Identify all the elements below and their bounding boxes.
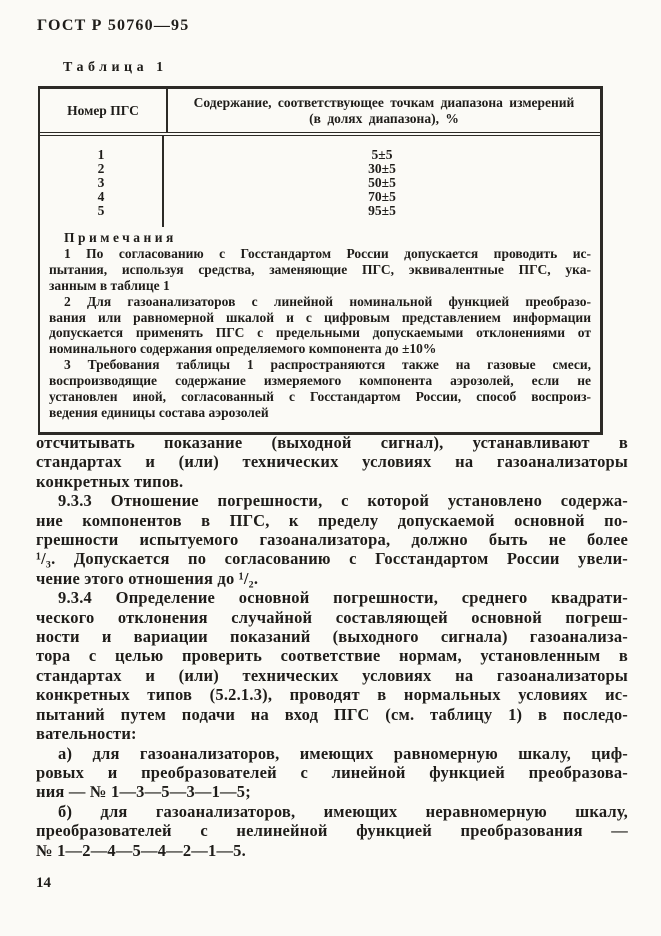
note-line: установлен иной, согласованный с Госстандартом России, способ воспроиз- xyxy=(49,389,591,405)
body-line: грешности испытуемого газоанализатора, должно быть не более xyxy=(36,530,628,550)
body-line: стандартах и (или) технических условиях на газоанализаторы xyxy=(36,665,628,685)
standard-number-header: ГОСТ Р 50760—95 xyxy=(37,17,190,34)
page-number: 14 xyxy=(36,875,51,891)
body-line: преобразователей с нелинейной функцией преобразования — xyxy=(36,821,628,841)
body-line: 9.3.4 Определение основной погрешности, среднего квадрати- xyxy=(58,588,628,608)
table-header-col2-line1: Содержание, соответствующее точкам диапазона измерений xyxy=(193,95,575,110)
body-line: ности и вариации показаний (выходного сигнала) газоанализа- xyxy=(36,627,628,647)
table-col-values xyxy=(164,136,600,227)
table-row-value: 95±5 xyxy=(368,203,396,218)
body-line: отсчитывать показание (выходной сигнал), устанавливают в xyxy=(36,433,628,452)
table-row-number: 3 xyxy=(97,175,105,190)
notes-title: Примечания xyxy=(64,230,177,245)
body-line: пытаний путем подачи на вход ПГС (см. таблицу 1) в последо- xyxy=(36,704,628,724)
body-line: чение этого отношения до ¹/₂. xyxy=(36,568,259,588)
note-line: 3 Требования таблицы 1 распространяются также на газовые смеси, xyxy=(64,357,591,373)
body-line: ческого отклонения случайной составляющей основной погреш- xyxy=(36,607,628,627)
note-line: допускается применять ПГС с предельными допускаемыми отклонениями от xyxy=(49,325,591,341)
table-row-value: 50±5 xyxy=(368,175,396,190)
note-line: ведения единицы состава аэрозолей xyxy=(49,404,269,420)
body-line: стандартах и (или) технических условиях на газоанализаторы xyxy=(36,452,628,472)
body-line: а) для газоанализаторов, имеющих равномерную шкалу, циф- xyxy=(58,743,628,763)
note-line: 1 По согласованию с Госстандартом России допускается проводить ис- xyxy=(64,245,591,261)
table-header-col1: Номер ПГС xyxy=(40,89,168,132)
table-body xyxy=(40,136,600,227)
table-row-number: 4 xyxy=(97,189,105,204)
body-line: 9.3.3 Отношение погрешности, с которой установлено содержа- xyxy=(58,491,628,511)
table-header-row xyxy=(40,89,600,136)
body-text xyxy=(36,433,628,860)
body-line: ния — № 1—3—5—3—1—5; xyxy=(36,782,251,802)
body-line: вательности: xyxy=(36,724,137,744)
body-line: ровых и преобразователей с линейной функцией преобразова- xyxy=(36,762,628,782)
table-notes xyxy=(40,227,600,432)
note-line: воспроизводящие содержание измеряемого компонента аэрозолей, если не xyxy=(49,373,591,389)
notes-lines xyxy=(49,246,591,421)
note-line: номинального содержания определяемого компонента до ±10% xyxy=(49,341,437,357)
table-row-number: 2 xyxy=(97,161,105,176)
table-row-value: 70±5 xyxy=(368,189,396,204)
table-header-col2 xyxy=(168,89,600,132)
table-row-value: 5±5 xyxy=(371,147,393,162)
table-row-number: 5 xyxy=(97,203,105,218)
body-line: № 1—2—4—5—4—2—1—5. xyxy=(36,840,246,860)
note-line: занным в таблице 1 xyxy=(49,277,170,293)
table-row-value: 30±5 xyxy=(368,161,396,176)
body-line: конкретных типов. xyxy=(36,471,184,491)
body-line: конкретных типов (5.2.1.3), проводят в нормальных условиях ис- xyxy=(36,685,628,705)
table-col-numbers xyxy=(40,136,164,227)
body-line: б) для газоанализаторов, имеющих неравномерную шкалу, xyxy=(58,801,628,821)
note-line: пытания, используя средства, заменяющие ПГС, эквивалентные ПГС, ука- xyxy=(49,261,591,277)
table-header-col2-line2: (в долях диапазона), % xyxy=(309,111,459,126)
note-line: вания или равномерной шкалой и с цифровым представлением информации xyxy=(49,309,591,325)
body-line: ¹/₃. Допускается по согласованию с Госстандартом России увели- xyxy=(36,549,628,569)
body-line: ние компонентов в ПГС, к пределу допускаемой основной по- xyxy=(36,510,628,530)
pgs-table xyxy=(38,86,603,435)
table-row-number: 1 xyxy=(97,147,105,162)
note-line: 2 Для газоанализаторов с линейной номинальной функцией преобразо- xyxy=(64,293,591,309)
body-line: тора с целью проверить соответствие нормам, установленным в xyxy=(36,646,628,666)
table-caption: Таблица 1 xyxy=(63,60,168,75)
